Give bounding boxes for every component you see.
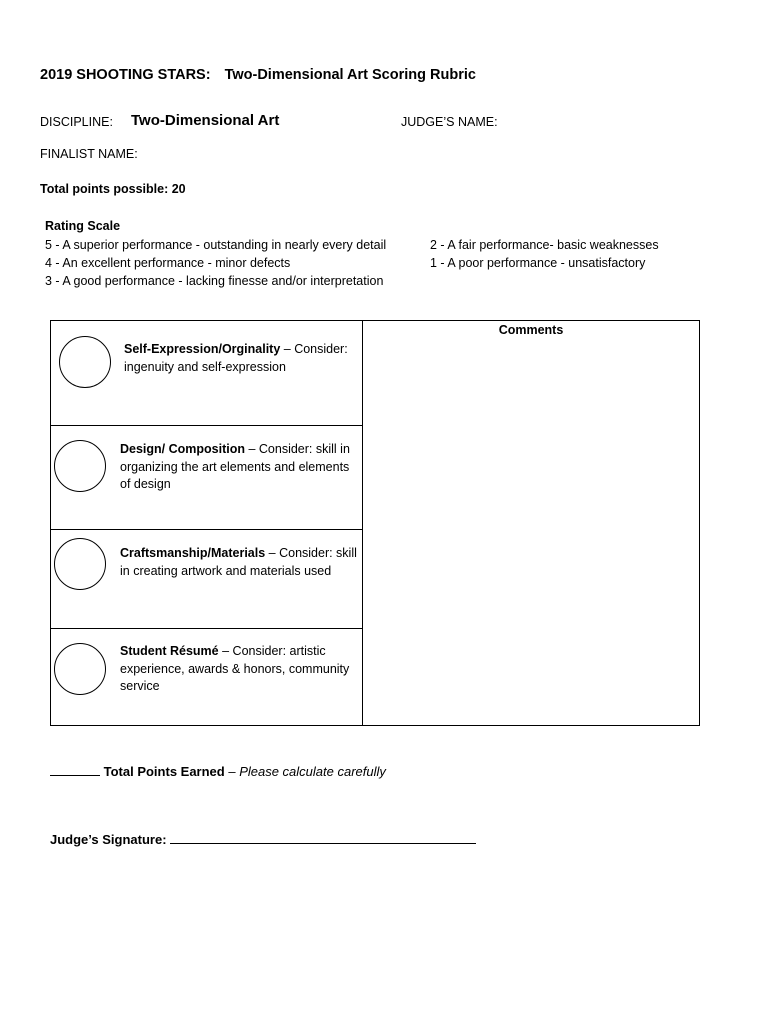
- criterion-student-resume: [120, 643, 360, 696]
- criterion-title: Craftsmanship/Materials: [120, 546, 266, 560]
- criterion-craftsmanship: [120, 545, 360, 580]
- total-points-possible: Total points possible: 20: [40, 182, 186, 196]
- total-points-earned: [50, 763, 386, 779]
- score-circle[interactable]: [54, 538, 106, 590]
- rating-scale-item: 1 - A poor performance - unsatisfactory: [430, 256, 646, 270]
- rating-scale-item: 2 - A fair performance- basic weaknesses: [430, 238, 659, 252]
- event-name: 2019 SHOOTING STARS:: [40, 67, 211, 83]
- score-circle[interactable]: [59, 336, 111, 388]
- judge-signature: [50, 831, 476, 847]
- criterion-title: Student Résumé: [120, 644, 219, 658]
- rating-scale-item: 5 - A superior performance - outstanding in nearly every detail: [45, 238, 387, 252]
- criterion-self-expression: [124, 341, 364, 376]
- signature-line[interactable]: [170, 831, 476, 844]
- rating-scale-heading: Rating Scale: [45, 219, 121, 233]
- criterion-description: – Consider: skill in organizing the art elements and elements of design: [120, 442, 350, 491]
- discipline-label: DISCIPLINE:: [40, 115, 113, 129]
- total-points-blank[interactable]: [50, 763, 100, 776]
- total-points-earned-note: – Please calculate carefully: [224, 764, 386, 779]
- finalist-name-label: FINALIST NAME:: [40, 147, 138, 161]
- score-circle[interactable]: [54, 440, 106, 492]
- criterion-description: – Consider: ingenuity and self-expression: [124, 342, 348, 374]
- row-divider: [51, 529, 362, 530]
- comments-header: Comments: [498, 323, 564, 337]
- rubric-title: Two-Dimensional Art Scoring Rubric: [224, 67, 476, 83]
- criterion-title: Design/ Composition: [120, 442, 245, 456]
- total-points-earned-label: Total Points Earned: [103, 764, 225, 779]
- discipline-value: Two-Dimensional Art: [131, 112, 280, 129]
- row-divider: [51, 628, 362, 629]
- column-divider: [362, 321, 363, 725]
- scoring-rubric-table: [50, 320, 700, 726]
- rating-scale-item: 4 - An excellent performance - minor defects: [45, 256, 291, 270]
- criterion-design-composition: [120, 441, 360, 494]
- judge-name-label: JUDGE’S NAME:: [401, 115, 498, 129]
- rating-scale-item: 3 - A good performance - lacking finesse and/or interpretation: [45, 274, 384, 288]
- judge-signature-label: Judge’s Signature:: [50, 832, 171, 847]
- criterion-description: – Consider: artistic experience, awards & honors, community service: [120, 644, 350, 693]
- score-circle[interactable]: [54, 643, 106, 695]
- document-title: [40, 67, 476, 83]
- row-divider: [51, 425, 362, 426]
- criterion-description: – Consider: skill in creating artwork and materials used: [120, 546, 357, 578]
- criterion-title: Self-Expression/Orginality: [124, 342, 281, 356]
